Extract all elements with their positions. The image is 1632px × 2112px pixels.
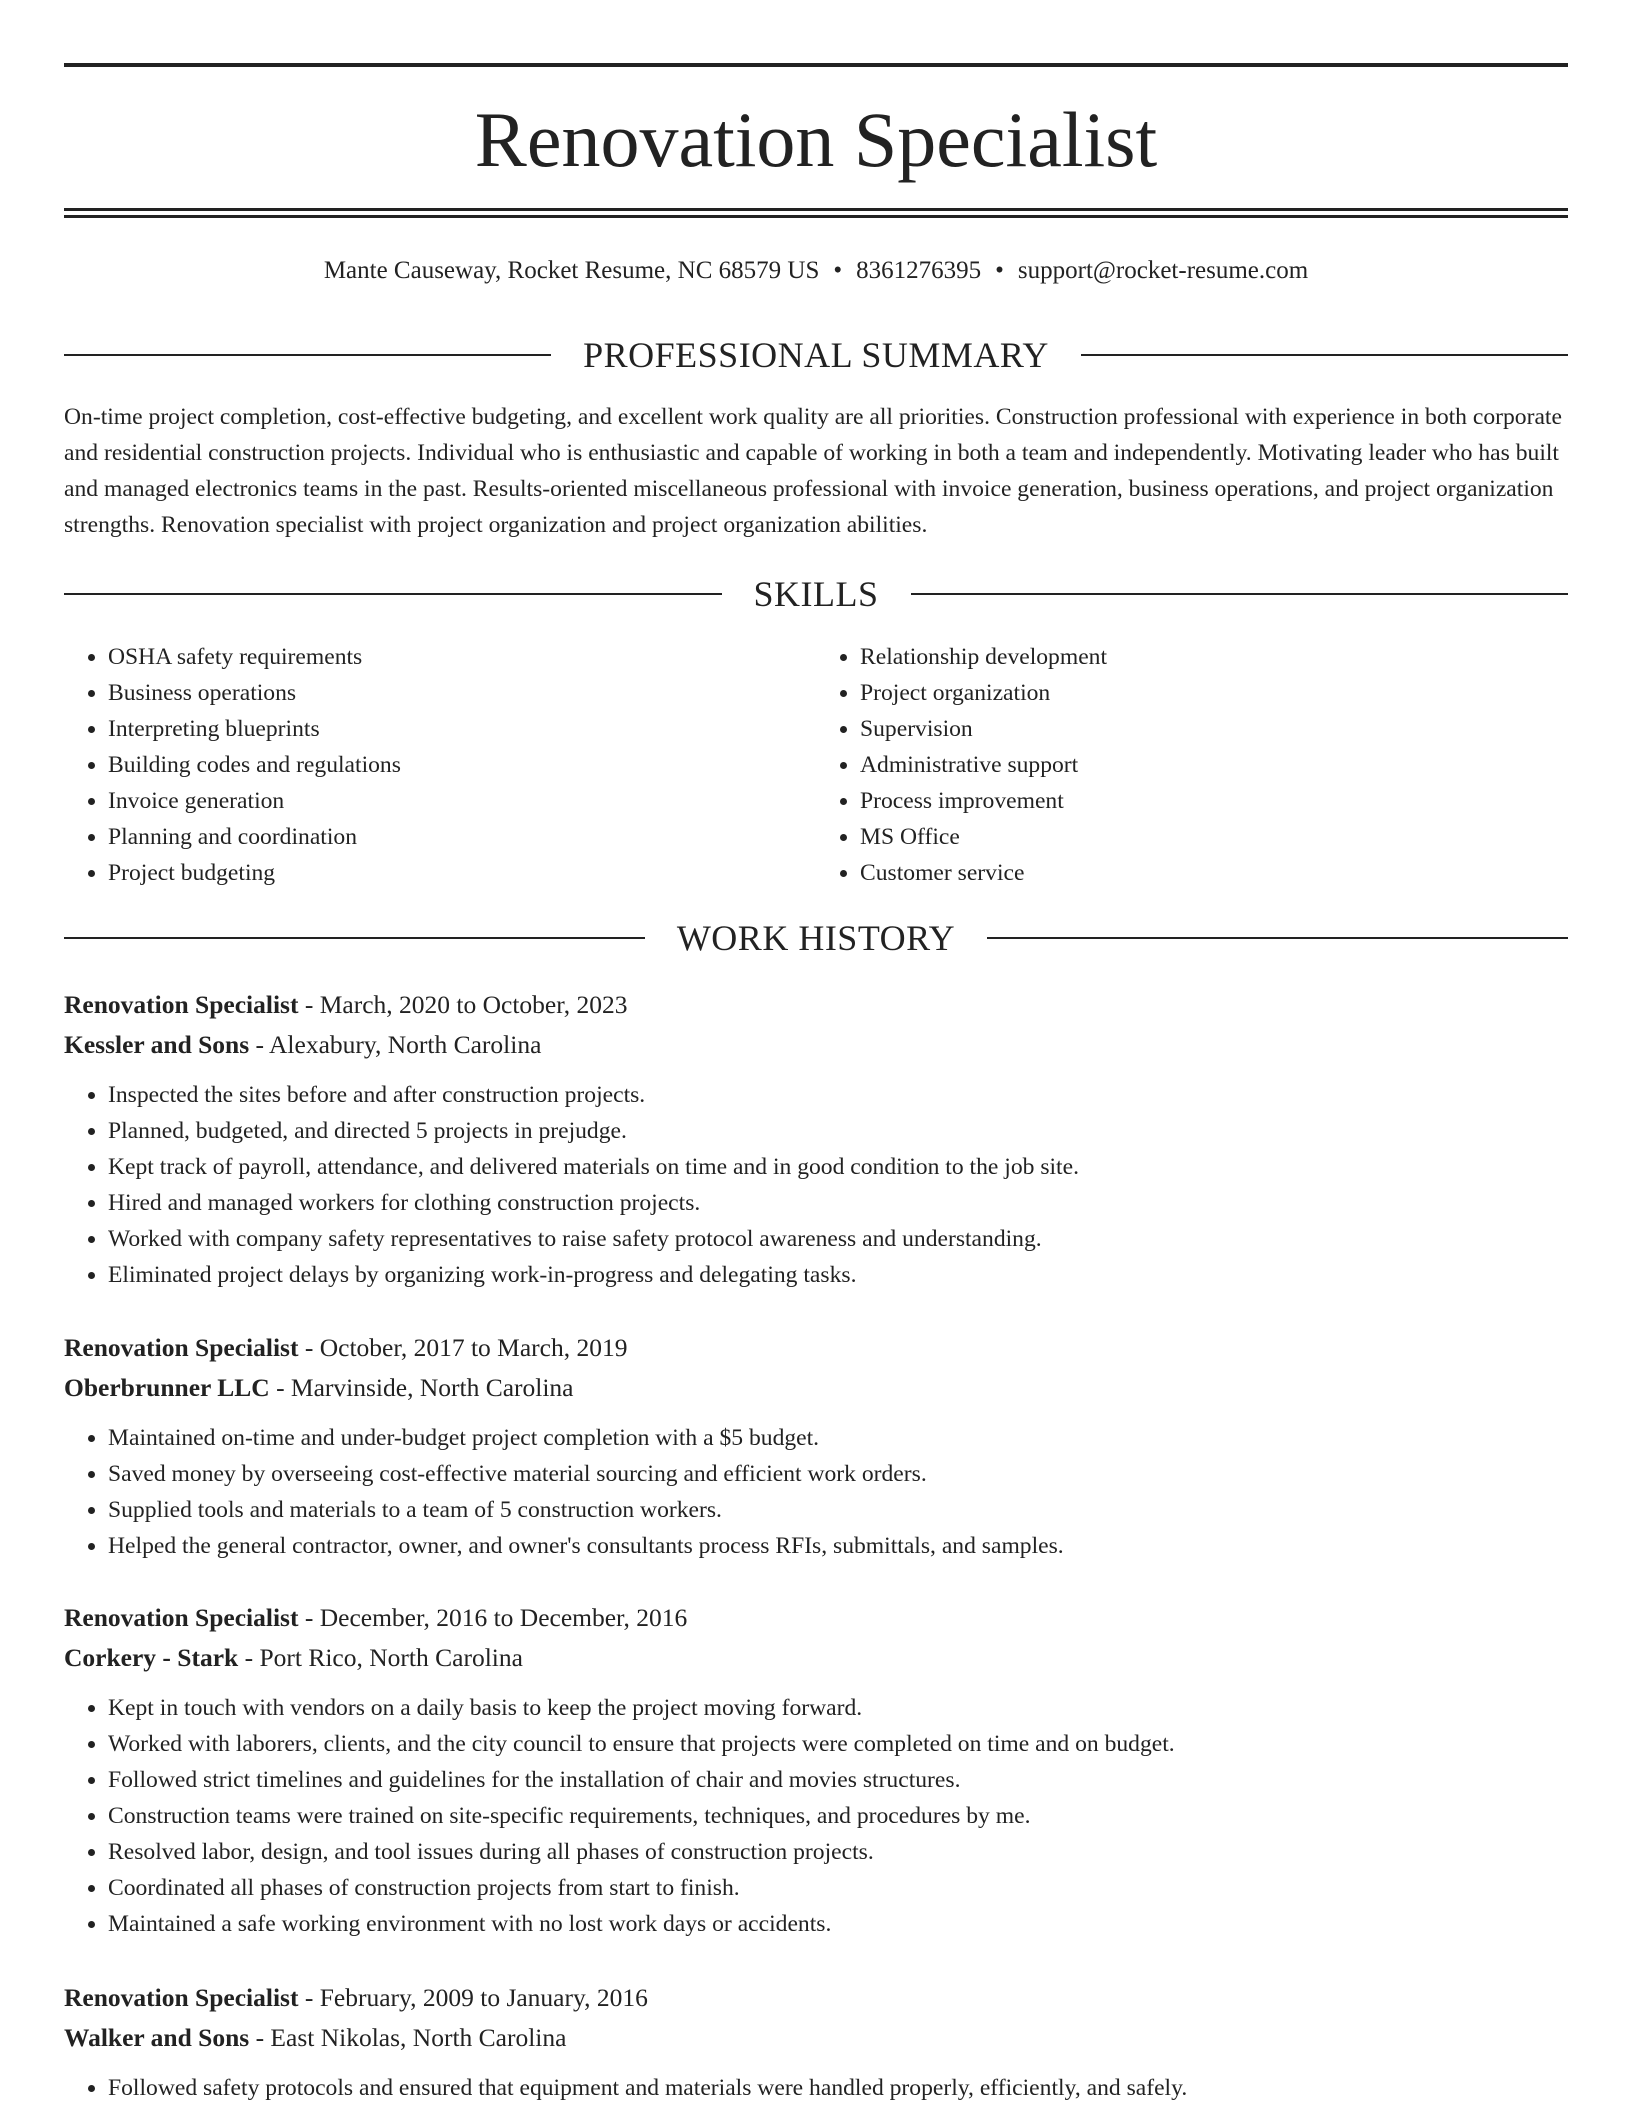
job-entry <box>64 1598 1568 1942</box>
header-top-rule <box>64 63 1568 67</box>
work-history-heading-label: WORK HISTORY <box>676 918 956 958</box>
job-company: Walker and Sons <box>64 2023 250 2052</box>
contact-line <box>64 254 1568 288</box>
job-bullet: • Eliminated project delays by organizing work-in-progress and delegating tasks. <box>108 1257 1568 1293</box>
job-title-line <box>64 1328 1568 1368</box>
job-bullet: • Coordinated all phases of construction projects from start to finish. <box>108 1870 1568 1906</box>
job-location: - Marvinside, North Carolina <box>269 1373 574 1402</box>
job-bullet: • Construction teams were trained on site-specific requirements, techniques, and procedures by me. <box>108 1798 1568 1834</box>
job-bullet: • Inspected the sites before and after construction projects. <box>108 1077 1568 1113</box>
heading-rule <box>64 354 551 356</box>
summary-text: On-time project completion, cost-effective budgeting, and excellent work quality are all priorities. Construction professional with experience in both corporate and residential construction projects. Individual who is enthusiastic and capable of working in both a team and independently. Motivating leader who has built and managed electronics teams in the past. Results-oriented miscellaneous professional with invoice generation, business operations, and project organization strengths. Renovation specialist with project organization and project organization abilities. <box>64 404 1562 538</box>
job-bullet: • Supplied tools and materials to a team of 5 construction workers. <box>108 1492 1568 1528</box>
job-title-line <box>64 1978 1568 2018</box>
job-title: Renovation Specialist <box>64 1983 299 2012</box>
skill-item: • Business operations <box>108 675 816 711</box>
skill-item: • Supervision <box>860 711 1568 747</box>
skills-heading <box>64 572 1568 616</box>
job-dates: - February, 2009 to January, 2016 <box>298 1983 648 2012</box>
skills-list-right <box>816 639 1568 891</box>
job-bullet: • Followed safety protocols and ensured that equipment and materials were handled properly, efficiently, and safely. <box>108 2070 1568 2106</box>
job-dates: - December, 2016 to December, 2016 <box>298 1603 688 1632</box>
job-company: Kessler and Sons <box>64 1030 250 1059</box>
work-history-heading <box>64 916 1568 960</box>
skill-item: • Planning and coordination <box>108 819 816 855</box>
skill-item: • Customer service <box>860 855 1568 891</box>
contact-separator: • <box>995 257 1004 284</box>
job-bullets <box>64 1420 1568 1564</box>
job-entry <box>64 985 1568 1293</box>
contact-phone: 8361276395 <box>856 257 982 284</box>
job-dates: - October, 2017 to March, 2019 <box>298 1333 628 1362</box>
skill-item: • Relationship development <box>860 639 1568 675</box>
job-title: Renovation Specialist <box>64 1603 299 1632</box>
job-company: Oberbrunner LLC <box>64 1373 270 1402</box>
skills-list-left <box>64 639 816 891</box>
skill-item: • Process improvement <box>860 783 1568 819</box>
heading-rule <box>987 937 1568 939</box>
job-dates: - March, 2020 to October, 2023 <box>298 990 628 1019</box>
job-bullet: • Hired and managed workers for clothing construction projects. <box>108 1185 1568 1221</box>
skills-heading-label: SKILLS <box>753 574 879 614</box>
skill-item: • Project organization <box>860 675 1568 711</box>
summary-heading <box>64 333 1568 377</box>
job-company: Corkery - Stark <box>64 1643 239 1672</box>
job-location: - Port Rico, North Carolina <box>238 1643 523 1672</box>
skill-item: • Invoice generation <box>108 783 816 819</box>
header-double-rule <box>64 208 1568 218</box>
job-bullet: • Helped the general contractor, owner, and owner's consultants process RFIs, submittals, and samples. <box>108 1528 1568 1564</box>
job-title: Renovation Specialist <box>64 1333 299 1362</box>
job-bullet: • Kept track of payroll, attendance, and delivered materials on time and in good condition to the job site. <box>108 1149 1568 1185</box>
job-location: - East Nikolas, North Carolina <box>249 2023 567 2052</box>
job-title-line <box>64 1598 1568 1638</box>
job-bullets <box>64 1690 1568 1942</box>
job-bullet: • Resolved labor, design, and tool issues during all phases of construction projects. <box>108 1834 1568 1870</box>
job-location: - Alexabury, North Carolina <box>249 1030 542 1059</box>
job-title-line <box>64 985 1568 1025</box>
skill-item: • MS Office <box>860 819 1568 855</box>
job-bullet: • Worked with company safety representatives to raise safety protocol awareness and understanding. <box>108 1221 1568 1257</box>
job-bullet: • Worked with laborers, clients, and the city council to ensure that projects were completed on time and on budget. <box>108 1726 1568 1762</box>
resume-title: Renovation Specialist <box>474 96 1158 183</box>
job-bullet: • Maintained on-time and under-budget project completion with a $5 budget. <box>108 1420 1568 1456</box>
skill-item: • Interpreting blueprints <box>108 711 816 747</box>
contact-separator: • <box>833 257 843 284</box>
job-company-line <box>64 1025 1568 1065</box>
job-bullet: • Planned, budgeted, and directed 5 projects in prejudge. <box>108 1113 1568 1149</box>
skills-columns <box>64 639 1568 891</box>
job-bullet: • Maintained a safe working environment with no lost work days or accidents. <box>108 1906 1568 1942</box>
job-bullet: • Followed strict timelines and guidelines for the installation of chair and movies structures. <box>108 1762 1568 1798</box>
skill-item: • Administrative support <box>860 747 1568 783</box>
heading-rule <box>911 593 1569 595</box>
heading-rule <box>64 593 722 595</box>
job-entry <box>64 1328 1568 1564</box>
job-bullets <box>64 1077 1568 1293</box>
summary-heading-label: PROFESSIONAL SUMMARY <box>583 335 1049 375</box>
job-bullets <box>64 2070 1568 2106</box>
skill-item: • OSHA safety requirements <box>108 639 816 675</box>
contact-email: support@rocket-resume.com <box>1017 257 1309 284</box>
job-company-line <box>64 2018 1568 2058</box>
job-company-line <box>64 1368 1568 1408</box>
skill-item: • Project budgeting <box>108 855 816 891</box>
job-title: Renovation Specialist <box>64 990 299 1019</box>
job-entry <box>64 1978 1568 2106</box>
contact-address: Mante Causeway, Rocket Resume, NC 68579 US <box>323 257 820 284</box>
skill-item: • Building codes and regulations <box>108 747 816 783</box>
heading-rule <box>64 937 645 939</box>
job-bullet: • Kept in touch with vendors on a daily basis to keep the project moving forward. <box>108 1690 1568 1726</box>
heading-rule <box>1081 354 1568 356</box>
job-bullet: • Saved money by overseeing cost-effective material sourcing and efficient work orders. <box>108 1456 1568 1492</box>
job-company-line <box>64 1638 1568 1678</box>
